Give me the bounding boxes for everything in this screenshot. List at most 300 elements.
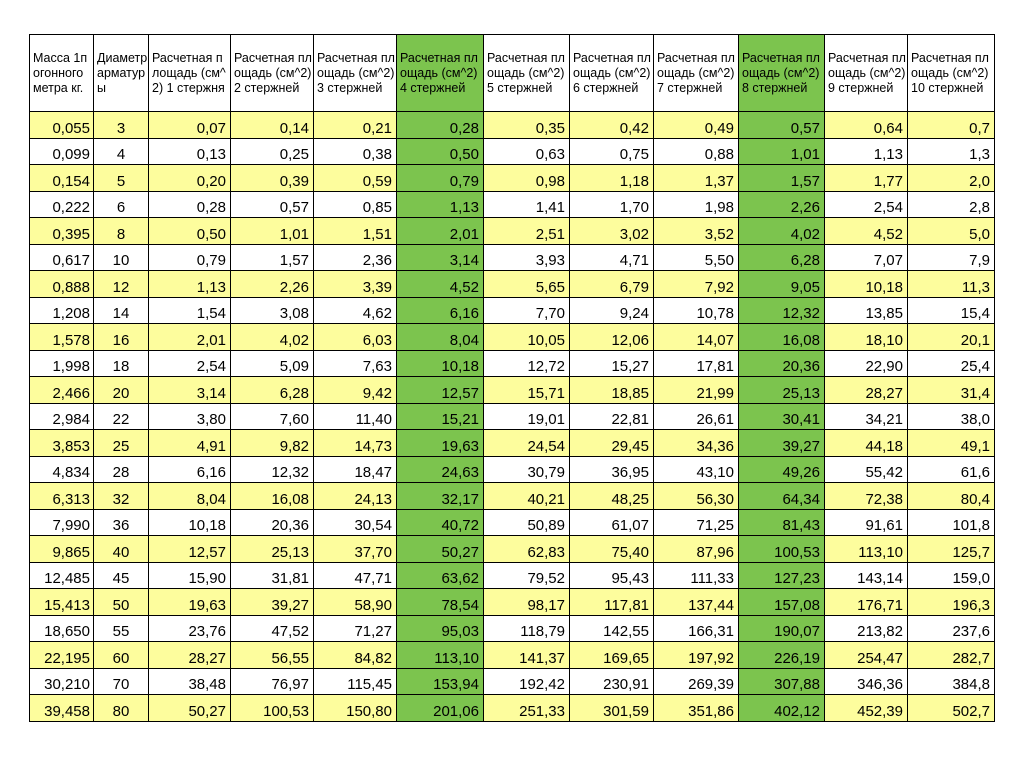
table-cell: 2,51 bbox=[484, 218, 570, 245]
table-cell: 26,61 bbox=[654, 403, 739, 430]
table-cell: 237,6 bbox=[908, 615, 995, 642]
table-cell: 9,82 bbox=[231, 430, 314, 457]
table-cell: 71,27 bbox=[314, 615, 397, 642]
table-cell: 31,4 bbox=[908, 377, 995, 404]
table-cell: 2,54 bbox=[149, 350, 231, 377]
table-row bbox=[30, 244, 995, 271]
table-cell: 75,40 bbox=[570, 536, 654, 563]
table-cell: 0,099 bbox=[30, 138, 94, 165]
table-cell: 36,95 bbox=[570, 456, 654, 483]
table-cell: 192,42 bbox=[484, 668, 570, 695]
table-cell: 44,18 bbox=[825, 430, 908, 457]
table-row bbox=[30, 456, 995, 483]
table-row bbox=[30, 112, 995, 139]
table-cell: 301,59 bbox=[570, 695, 654, 722]
table-cell: 70 bbox=[94, 668, 149, 695]
table-cell: 25,13 bbox=[231, 536, 314, 563]
table-row bbox=[30, 138, 995, 165]
table-cell: 38,0 bbox=[908, 403, 995, 430]
table-cell: 1,57 bbox=[739, 165, 825, 192]
table-cell: 3,39 bbox=[314, 271, 397, 298]
table-cell: 351,86 bbox=[654, 695, 739, 722]
table-cell: 1,77 bbox=[825, 165, 908, 192]
table-cell: 12,06 bbox=[570, 324, 654, 351]
table-cell: 15,413 bbox=[30, 589, 94, 616]
table-cell: 169,65 bbox=[570, 642, 654, 669]
table-row bbox=[30, 430, 995, 457]
table-row bbox=[30, 218, 995, 245]
table-cell: 111,33 bbox=[654, 562, 739, 589]
table-cell: 7,92 bbox=[654, 271, 739, 298]
table-cell: 6,79 bbox=[570, 271, 654, 298]
table-cell: 384,8 bbox=[908, 668, 995, 695]
table-cell: 25,4 bbox=[908, 350, 995, 377]
table-cell: 10,18 bbox=[825, 271, 908, 298]
table-cell: 3 bbox=[94, 112, 149, 139]
table-cell: 0,28 bbox=[397, 112, 484, 139]
table-cell: 50,27 bbox=[397, 536, 484, 563]
table-row bbox=[30, 695, 995, 722]
table-cell: 14,07 bbox=[654, 324, 739, 351]
table-cell: 254,47 bbox=[825, 642, 908, 669]
table-cell: 37,70 bbox=[314, 536, 397, 563]
table-cell: 137,44 bbox=[654, 589, 739, 616]
table-cell: 16,08 bbox=[231, 483, 314, 510]
table-cell: 5,50 bbox=[654, 244, 739, 271]
table-cell: 0,63 bbox=[484, 138, 570, 165]
table-cell: 0,57 bbox=[739, 112, 825, 139]
table-cell: 142,55 bbox=[570, 615, 654, 642]
table-cell: 2,8 bbox=[908, 191, 995, 218]
table-cell: 3,80 bbox=[149, 403, 231, 430]
table-row bbox=[30, 165, 995, 192]
table-cell: 10,78 bbox=[654, 297, 739, 324]
table-cell: 0,49 bbox=[654, 112, 739, 139]
table-cell: 1,13 bbox=[397, 191, 484, 218]
table-row bbox=[30, 615, 995, 642]
table-cell: 64,34 bbox=[739, 483, 825, 510]
table-cell: 25 bbox=[94, 430, 149, 457]
table-cell: 15,21 bbox=[397, 403, 484, 430]
table-cell: 10,18 bbox=[397, 350, 484, 377]
table-cell: 40,21 bbox=[484, 483, 570, 510]
table-cell: 6,313 bbox=[30, 483, 94, 510]
table-cell: 0,50 bbox=[149, 218, 231, 245]
table-cell: 5,09 bbox=[231, 350, 314, 377]
table-cell: 196,3 bbox=[908, 589, 995, 616]
table-cell: 16 bbox=[94, 324, 149, 351]
column-header: Расчетная площадь (см^2) 7 стержней bbox=[654, 35, 739, 112]
table-cell: 0,222 bbox=[30, 191, 94, 218]
table-cell: 0,75 bbox=[570, 138, 654, 165]
table-cell: 58,90 bbox=[314, 589, 397, 616]
rebar-area-table bbox=[29, 34, 995, 722]
table-cell: 0,35 bbox=[484, 112, 570, 139]
column-header: Масса 1погонного метра кг. bbox=[30, 35, 94, 112]
table-cell: 7,70 bbox=[484, 297, 570, 324]
table-cell: 3,93 bbox=[484, 244, 570, 271]
table-cell: 22,81 bbox=[570, 403, 654, 430]
table-cell: 49,1 bbox=[908, 430, 995, 457]
table-cell: 176,71 bbox=[825, 589, 908, 616]
table-cell: 13,85 bbox=[825, 297, 908, 324]
table-cell: 0,395 bbox=[30, 218, 94, 245]
table-cell: 0,59 bbox=[314, 165, 397, 192]
table-cell: 4,52 bbox=[825, 218, 908, 245]
table-cell: 15,90 bbox=[149, 562, 231, 589]
table-cell: 56,30 bbox=[654, 483, 739, 510]
table-cell: 0,79 bbox=[397, 165, 484, 192]
table-cell: 39,27 bbox=[231, 589, 314, 616]
table-row bbox=[30, 668, 995, 695]
table-cell: 118,79 bbox=[484, 615, 570, 642]
table-cell: 0,39 bbox=[231, 165, 314, 192]
table-row bbox=[30, 483, 995, 510]
table-cell: 22 bbox=[94, 403, 149, 430]
table-cell: 251,33 bbox=[484, 695, 570, 722]
table-row bbox=[30, 350, 995, 377]
table-cell: 20,1 bbox=[908, 324, 995, 351]
table-cell: 6,03 bbox=[314, 324, 397, 351]
table-cell: 19,63 bbox=[149, 589, 231, 616]
table-cell: 55 bbox=[94, 615, 149, 642]
table-cell: 72,38 bbox=[825, 483, 908, 510]
table-cell: 38,48 bbox=[149, 668, 231, 695]
table-cell: 4,02 bbox=[739, 218, 825, 245]
table-cell: 12,32 bbox=[231, 456, 314, 483]
table-cell: 1,578 bbox=[30, 324, 94, 351]
table-cell: 3,52 bbox=[654, 218, 739, 245]
table-cell: 20,36 bbox=[739, 350, 825, 377]
table-cell: 18,85 bbox=[570, 377, 654, 404]
table-cell: 8 bbox=[94, 218, 149, 245]
table-row bbox=[30, 377, 995, 404]
table-cell: 5 bbox=[94, 165, 149, 192]
table-cell: 18,10 bbox=[825, 324, 908, 351]
table-cell: 0,85 bbox=[314, 191, 397, 218]
table-cell: 6,16 bbox=[149, 456, 231, 483]
table-cell: 12,485 bbox=[30, 562, 94, 589]
table-cell: 0,98 bbox=[484, 165, 570, 192]
table-cell: 1,01 bbox=[739, 138, 825, 165]
table-cell: 63,62 bbox=[397, 562, 484, 589]
table-cell: 7,63 bbox=[314, 350, 397, 377]
table-cell: 15,4 bbox=[908, 297, 995, 324]
table-cell: 7,07 bbox=[825, 244, 908, 271]
table-cell: 11,40 bbox=[314, 403, 397, 430]
table-cell: 1,54 bbox=[149, 297, 231, 324]
table-row bbox=[30, 642, 995, 669]
table-cell: 0,154 bbox=[30, 165, 94, 192]
table-cell: 22,195 bbox=[30, 642, 94, 669]
column-header: Расчетная площадь (см^2) 6 стержней bbox=[570, 35, 654, 112]
table-cell: 201,06 bbox=[397, 695, 484, 722]
table-cell: 49,26 bbox=[739, 456, 825, 483]
table-cell: 6 bbox=[94, 191, 149, 218]
table-cell: 76,97 bbox=[231, 668, 314, 695]
column-header: Расчетная площадь (см^2) 8 стержней bbox=[739, 35, 825, 112]
table-cell: 30,79 bbox=[484, 456, 570, 483]
table-cell: 15,27 bbox=[570, 350, 654, 377]
table-cell: 0,79 bbox=[149, 244, 231, 271]
table-cell: 10 bbox=[94, 244, 149, 271]
table-cell: 45 bbox=[94, 562, 149, 589]
table-cell: 0,14 bbox=[231, 112, 314, 139]
table-cell: 61,07 bbox=[570, 509, 654, 536]
table-cell: 0,617 bbox=[30, 244, 94, 271]
table-cell: 95,43 bbox=[570, 562, 654, 589]
table-cell: 14,73 bbox=[314, 430, 397, 457]
table-cell: 269,39 bbox=[654, 668, 739, 695]
table-cell: 9,865 bbox=[30, 536, 94, 563]
table-cell: 143,14 bbox=[825, 562, 908, 589]
table-row bbox=[30, 403, 995, 430]
table-cell: 6,28 bbox=[231, 377, 314, 404]
table-cell: 1,13 bbox=[149, 271, 231, 298]
table-cell: 40,72 bbox=[397, 509, 484, 536]
table-cell: 230,91 bbox=[570, 668, 654, 695]
table-row bbox=[30, 191, 995, 218]
table-cell: 34,36 bbox=[654, 430, 739, 457]
table-cell: 1,3 bbox=[908, 138, 995, 165]
table-cell: 47,52 bbox=[231, 615, 314, 642]
table-cell: 48,25 bbox=[570, 483, 654, 510]
table-cell: 150,80 bbox=[314, 695, 397, 722]
table-cell: 1,98 bbox=[654, 191, 739, 218]
table-cell: 43,10 bbox=[654, 456, 739, 483]
table-cell: 226,19 bbox=[739, 642, 825, 669]
table-cell: 5,0 bbox=[908, 218, 995, 245]
table-cell: 17,81 bbox=[654, 350, 739, 377]
table-cell: 28,27 bbox=[825, 377, 908, 404]
table-cell: 0,055 bbox=[30, 112, 94, 139]
table-cell: 1,13 bbox=[825, 138, 908, 165]
table-cell: 2,54 bbox=[825, 191, 908, 218]
table-cell: 81,43 bbox=[739, 509, 825, 536]
table-cell: 21,99 bbox=[654, 377, 739, 404]
table-cell: 19,63 bbox=[397, 430, 484, 457]
table-body bbox=[30, 112, 995, 722]
table-cell: 22,90 bbox=[825, 350, 908, 377]
table-cell: 4,52 bbox=[397, 271, 484, 298]
table-cell: 2,0 bbox=[908, 165, 995, 192]
table-cell: 30,54 bbox=[314, 509, 397, 536]
table-cell: 0,888 bbox=[30, 271, 94, 298]
table-row bbox=[30, 297, 995, 324]
table-cell: 4,02 bbox=[231, 324, 314, 351]
table-cell: 127,23 bbox=[739, 562, 825, 589]
table-cell: 50,89 bbox=[484, 509, 570, 536]
table-cell: 153,94 bbox=[397, 668, 484, 695]
table-cell: 4,834 bbox=[30, 456, 94, 483]
table-row bbox=[30, 324, 995, 351]
table-cell: 18 bbox=[94, 350, 149, 377]
table-row bbox=[30, 536, 995, 563]
table-cell: 1,208 bbox=[30, 297, 94, 324]
table-cell: 91,61 bbox=[825, 509, 908, 536]
table-cell: 24,63 bbox=[397, 456, 484, 483]
table-cell: 2,466 bbox=[30, 377, 94, 404]
table-cell: 0,7 bbox=[908, 112, 995, 139]
column-header: Расчетная площадь (см^2) 9 стержней bbox=[825, 35, 908, 112]
table-cell: 0,20 bbox=[149, 165, 231, 192]
table-cell: 30,210 bbox=[30, 668, 94, 695]
table-cell: 6,28 bbox=[739, 244, 825, 271]
table-cell: 87,96 bbox=[654, 536, 739, 563]
table-cell: 20,36 bbox=[231, 509, 314, 536]
table-cell: 14 bbox=[94, 297, 149, 324]
table-cell: 98,17 bbox=[484, 589, 570, 616]
table-cell: 18,650 bbox=[30, 615, 94, 642]
table-cell: 4,62 bbox=[314, 297, 397, 324]
table-cell: 36 bbox=[94, 509, 149, 536]
table-cell: 18,47 bbox=[314, 456, 397, 483]
table-cell: 62,83 bbox=[484, 536, 570, 563]
table-row bbox=[30, 509, 995, 536]
table-cell: 34,21 bbox=[825, 403, 908, 430]
table-cell: 4,71 bbox=[570, 244, 654, 271]
table-cell: 2,984 bbox=[30, 403, 94, 430]
table-cell: 79,52 bbox=[484, 562, 570, 589]
table-cell: 7,9 bbox=[908, 244, 995, 271]
table-cell: 7,990 bbox=[30, 509, 94, 536]
table-cell: 9,05 bbox=[739, 271, 825, 298]
table-cell: 0,07 bbox=[149, 112, 231, 139]
table-cell: 1,70 bbox=[570, 191, 654, 218]
table-cell: 12 bbox=[94, 271, 149, 298]
table-cell: 141,37 bbox=[484, 642, 570, 669]
table-cell: 0,25 bbox=[231, 138, 314, 165]
table-cell: 50 bbox=[94, 589, 149, 616]
table-cell: 12,72 bbox=[484, 350, 570, 377]
table-cell: 0,21 bbox=[314, 112, 397, 139]
table-cell: 4,91 bbox=[149, 430, 231, 457]
table-cell: 1,41 bbox=[484, 191, 570, 218]
table-cell: 502,7 bbox=[908, 695, 995, 722]
table-cell: 115,45 bbox=[314, 668, 397, 695]
table-cell: 11,3 bbox=[908, 271, 995, 298]
table-cell: 0,13 bbox=[149, 138, 231, 165]
table-cell: 0,28 bbox=[149, 191, 231, 218]
table-cell: 2,26 bbox=[739, 191, 825, 218]
table-cell: 2,36 bbox=[314, 244, 397, 271]
column-header: Расчетная площадь (см^2) 4 стержней bbox=[397, 35, 484, 112]
table-cell: 4 bbox=[94, 138, 149, 165]
table-cell: 16,08 bbox=[739, 324, 825, 351]
table-cell: 0,50 bbox=[397, 138, 484, 165]
table-cell: 19,01 bbox=[484, 403, 570, 430]
table-cell: 197,92 bbox=[654, 642, 739, 669]
table-cell: 56,55 bbox=[231, 642, 314, 669]
column-header: Диаметр арматуры bbox=[94, 35, 149, 112]
table-cell: 159,0 bbox=[908, 562, 995, 589]
table-cell: 3,853 bbox=[30, 430, 94, 457]
table-cell: 2,01 bbox=[149, 324, 231, 351]
table-cell: 113,10 bbox=[397, 642, 484, 669]
table-cell: 12,32 bbox=[739, 297, 825, 324]
table-cell: 346,36 bbox=[825, 668, 908, 695]
column-header: Расчетная площадь (см^2) 2 стержней bbox=[231, 35, 314, 112]
table-cell: 15,71 bbox=[484, 377, 570, 404]
column-header: Расчетная площадь (см^2) 10 стержней bbox=[908, 35, 995, 112]
table-cell: 3,02 bbox=[570, 218, 654, 245]
table-cell: 28 bbox=[94, 456, 149, 483]
table-cell: 80 bbox=[94, 695, 149, 722]
table-cell: 20 bbox=[94, 377, 149, 404]
table-row bbox=[30, 589, 995, 616]
table-cell: 40 bbox=[94, 536, 149, 563]
table-cell: 25,13 bbox=[739, 377, 825, 404]
table-cell: 101,8 bbox=[908, 509, 995, 536]
table-cell: 84,82 bbox=[314, 642, 397, 669]
table-cell: 8,04 bbox=[397, 324, 484, 351]
table-cell: 157,08 bbox=[739, 589, 825, 616]
table-cell: 0,38 bbox=[314, 138, 397, 165]
table-cell: 3,08 bbox=[231, 297, 314, 324]
table-cell: 39,458 bbox=[30, 695, 94, 722]
table-cell: 71,25 bbox=[654, 509, 739, 536]
table-cell: 5,65 bbox=[484, 271, 570, 298]
table-cell: 10,05 bbox=[484, 324, 570, 351]
table-cell: 50,27 bbox=[149, 695, 231, 722]
table-cell: 8,04 bbox=[149, 483, 231, 510]
table-cell: 30,41 bbox=[739, 403, 825, 430]
table-row bbox=[30, 271, 995, 298]
column-header: Расчетная площадь (см^2) 3 стержней bbox=[314, 35, 397, 112]
table-cell: 9,42 bbox=[314, 377, 397, 404]
table-cell: 28,27 bbox=[149, 642, 231, 669]
table-cell: 32 bbox=[94, 483, 149, 510]
table-cell: 60 bbox=[94, 642, 149, 669]
table-cell: 95,03 bbox=[397, 615, 484, 642]
table-cell: 100,53 bbox=[231, 695, 314, 722]
table-cell: 78,54 bbox=[397, 589, 484, 616]
table-cell: 100,53 bbox=[739, 536, 825, 563]
table-cell: 282,7 bbox=[908, 642, 995, 669]
table-cell: 1,57 bbox=[231, 244, 314, 271]
table-cell: 47,71 bbox=[314, 562, 397, 589]
column-header: Расчетная площадь (см^2) 5 стержней bbox=[484, 35, 570, 112]
table-cell: 55,42 bbox=[825, 456, 908, 483]
table-cell: 0,57 bbox=[231, 191, 314, 218]
table-cell: 0,64 bbox=[825, 112, 908, 139]
table-cell: 24,13 bbox=[314, 483, 397, 510]
table-cell: 10,18 bbox=[149, 509, 231, 536]
table-cell: 117,81 bbox=[570, 589, 654, 616]
table-cell: 1,51 bbox=[314, 218, 397, 245]
table-cell: 80,4 bbox=[908, 483, 995, 510]
table-cell: 39,27 bbox=[739, 430, 825, 457]
table-cell: 113,10 bbox=[825, 536, 908, 563]
table-cell: 166,31 bbox=[654, 615, 739, 642]
table-cell: 23,76 bbox=[149, 615, 231, 642]
header-row bbox=[30, 35, 995, 112]
table-cell: 32,17 bbox=[397, 483, 484, 510]
table-cell: 31,81 bbox=[231, 562, 314, 589]
table-cell: 1,18 bbox=[570, 165, 654, 192]
table-cell: 6,16 bbox=[397, 297, 484, 324]
table-cell: 125,7 bbox=[908, 536, 995, 563]
table-cell: 12,57 bbox=[397, 377, 484, 404]
table-cell: 0,88 bbox=[654, 138, 739, 165]
table-cell: 2,01 bbox=[397, 218, 484, 245]
table-cell: 3,14 bbox=[149, 377, 231, 404]
table-cell: 190,07 bbox=[739, 615, 825, 642]
table-cell: 2,26 bbox=[231, 271, 314, 298]
table-cell: 1,998 bbox=[30, 350, 94, 377]
table-cell: 29,45 bbox=[570, 430, 654, 457]
table-cell: 12,57 bbox=[149, 536, 231, 563]
